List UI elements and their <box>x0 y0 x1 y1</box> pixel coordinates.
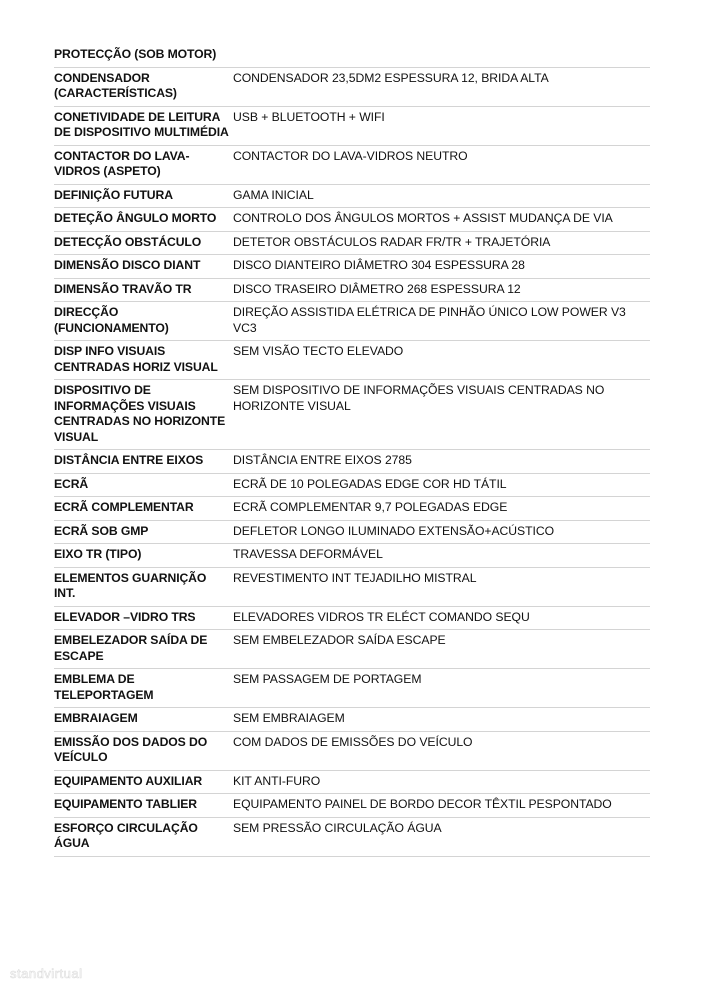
table-row <box>54 106 650 145</box>
spec-label: DISPOSITIVO DE INFORMAÇÕES VISUAIS CENTRADAS NO HORIZONTE VISUAL <box>54 380 233 450</box>
spec-value: CONTROLO DOS ÂNGULOS MORTOS + ASSIST MUDANÇA DE VIA <box>233 208 650 232</box>
table-row <box>54 67 650 106</box>
spec-label: EMBRAIAGEM <box>54 708 233 732</box>
table-row <box>54 669 650 708</box>
table-row <box>54 44 650 67</box>
table-row <box>54 567 650 606</box>
spec-label: EMBLEMA DE TELEPORTAGEM <box>54 669 233 708</box>
spec-value: SEM PRESSÃO CIRCULAÇÃO ÁGUA <box>233 817 650 856</box>
spec-value: CONDENSADOR 23,5DM2 ESPESSURA 12, BRIDA ALTA <box>233 67 650 106</box>
spec-value: SEM VISÃO TECTO ELEVADO <box>233 341 650 380</box>
spec-value: DIREÇÃO ASSISTIDA ELÉTRICA DE PINHÃO ÚNICO LOW POWER V3 VC3 <box>233 302 650 341</box>
spec-label: ECRÃ <box>54 473 233 497</box>
spec-value: ELEVADORES VIDROS TR ELÉCT COMANDO SEQU <box>233 606 650 630</box>
spec-value: DISCO TRASEIRO DIÂMETRO 268 ESPESSURA 12 <box>233 278 650 302</box>
spec-value: CONTACTOR DO LAVA-VIDROS NEUTRO <box>233 145 650 184</box>
spec-value: DISTÂNCIA ENTRE EIXOS 2785 <box>233 450 650 474</box>
spec-value: SEM EMBRAIAGEM <box>233 708 650 732</box>
table-row <box>54 606 650 630</box>
spec-table-body <box>54 44 650 856</box>
spec-value: GAMA INICIAL <box>233 184 650 208</box>
spec-label: DETECÇÃO OBSTÁCULO <box>54 231 233 255</box>
spec-label: CONETIVIDADE DE LEITURA DE DISPOSITIVO MULTIMÉDIA <box>54 106 233 145</box>
table-row <box>54 341 650 380</box>
table-row <box>54 817 650 856</box>
spec-label: DISTÂNCIA ENTRE EIXOS <box>54 450 233 474</box>
table-row <box>54 184 650 208</box>
table-row <box>54 208 650 232</box>
spec-value: TRAVESSA DEFORMÁVEL <box>233 544 650 568</box>
spec-value: USB + BLUETOOTH + WIFI <box>233 106 650 145</box>
spec-value: SEM EMBELEZADOR SAÍDA ESCAPE <box>233 630 650 669</box>
spec-label: ELEMENTOS GUARNIÇÃO INT. <box>54 567 233 606</box>
spec-value: ECRÃ COMPLEMENTAR 9,7 POLEGADAS EDGE <box>233 497 650 521</box>
spec-label: PROTECÇÃO (SOB MOTOR) <box>54 44 233 67</box>
spec-value: SEM DISPOSITIVO DE INFORMAÇÕES VISUAIS CENTRADAS NO HORIZONTE VISUAL <box>233 380 650 450</box>
spec-label: DIMENSÃO DISCO DIANT <box>54 255 233 279</box>
spec-label: ECRÃ SOB GMP <box>54 520 233 544</box>
spec-label: ESFORÇO CIRCULAÇÃO ÁGUA <box>54 817 233 856</box>
spec-label: CONTACTOR DO LAVA-VIDROS (ASPETO) <box>54 145 233 184</box>
spec-value: REVESTIMENTO INT TEJADILHO MISTRAL <box>233 567 650 606</box>
spec-label: DEFINIÇÃO FUTURA <box>54 184 233 208</box>
table-row <box>54 630 650 669</box>
spec-value: ECRÃ DE 10 POLEGADAS EDGE COR HD TÁTIL <box>233 473 650 497</box>
spec-value: KIT ANTI-FURO <box>233 770 650 794</box>
spec-label: EQUIPAMENTO TABLIER <box>54 794 233 818</box>
spec-value: DISCO DIANTEIRO DIÂMETRO 304 ESPESSURA 28 <box>233 255 650 279</box>
spec-table <box>54 44 650 857</box>
table-row <box>54 145 650 184</box>
table-row <box>54 520 650 544</box>
spec-value: COM DADOS DE EMISSÕES DO VEÍCULO <box>233 731 650 770</box>
spec-label: CONDENSADOR (CARACTERÍSTICAS) <box>54 67 233 106</box>
table-row <box>54 278 650 302</box>
spec-label: DIMENSÃO TRAVÃO TR <box>54 278 233 302</box>
spec-label: DETEÇÃO ÂNGULO MORTO <box>54 208 233 232</box>
spec-label: EMISSÃO DOS DADOS DO VEÍCULO <box>54 731 233 770</box>
spec-label: ELEVADOR –VIDRO TRS <box>54 606 233 630</box>
spec-label: EQUIPAMENTO AUXILIAR <box>54 770 233 794</box>
spec-value: SEM PASSAGEM DE PORTAGEM <box>233 669 650 708</box>
table-row <box>54 450 650 474</box>
table-row <box>54 708 650 732</box>
table-row <box>54 794 650 818</box>
table-row <box>54 473 650 497</box>
table-row <box>54 302 650 341</box>
spec-label: EMBELEZADOR SAÍDA DE ESCAPE <box>54 630 233 669</box>
table-row <box>54 731 650 770</box>
spec-label: DISP INFO VISUAIS CENTRADAS HORIZ VISUAL <box>54 341 233 380</box>
spec-value: EQUIPAMENTO PAINEL DE BORDO DECOR TÊXTIL PESPONTADO <box>233 794 650 818</box>
spec-label: DIRECÇÃO (FUNCIONAMENTO) <box>54 302 233 341</box>
table-row <box>54 770 650 794</box>
spec-value <box>233 44 650 67</box>
watermark-logo: standvirtual <box>10 966 83 981</box>
spec-label: ECRÃ COMPLEMENTAR <box>54 497 233 521</box>
spec-value: DETETOR OBSTÁCULOS RADAR FR/TR + TRAJETÓRIA <box>233 231 650 255</box>
spec-label: EIXO TR (TIPO) <box>54 544 233 568</box>
table-row <box>54 497 650 521</box>
table-row <box>54 544 650 568</box>
table-row <box>54 231 650 255</box>
table-row <box>54 255 650 279</box>
table-row <box>54 380 650 450</box>
spec-value: DEFLETOR LONGO ILUMINADO EXTENSÃO+ACÚSTICO <box>233 520 650 544</box>
